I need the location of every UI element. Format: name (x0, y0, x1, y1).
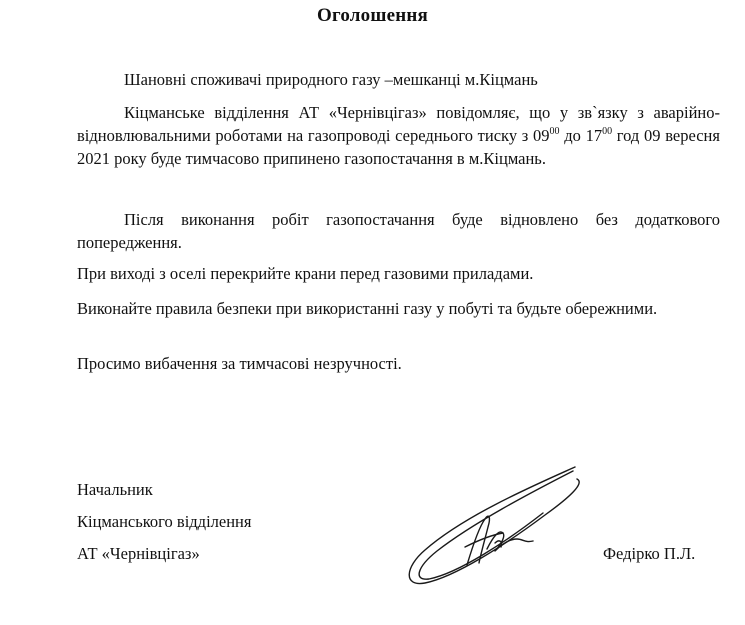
paragraph1-text-a: Кіцманське відділення АТ «Чернівцігаз» повідомляє, що у зв`язку з аварійно-відновлювальними роботами на газопроводі середнього тиску з 09 (77, 103, 720, 145)
greeting-line: Шановні споживачі природного газу –мешканці м.Кіцмань (124, 70, 538, 89)
paragraph-close-valves: При виході з оселі перекрийте крани перед газовими приладами. (77, 264, 534, 283)
signatory-department: Кіцманського відділення (77, 512, 252, 531)
signatory-company: АТ «Чернівцігаз» (77, 544, 200, 563)
time-superscript-end: 00 (602, 126, 613, 137)
paragraph-restoration: Після виконання робіт газопостачання буде відновлено без додаткового попередження. (77, 210, 720, 252)
document-title: Оголошення (317, 5, 428, 26)
paragraph-apology: Просимо вибачення за тимчасові незручності. (77, 354, 402, 373)
paragraph-outage-notice (77, 101, 720, 170)
paragraph-safety-rules: Виконайте правила безпеки при використанні газу у побуті та будьте обережними. (77, 299, 658, 318)
paragraph1-text-c: год 09 вересня 2021 року буде тимчасово припинено газопостачання в м.Кіцмань. (77, 126, 720, 168)
paragraph1-text-b: до 17 (559, 126, 603, 145)
signatory-name: Федірко П.Л. (603, 544, 696, 563)
signatory-position: Начальник (77, 480, 153, 499)
time-superscript-start: 00 (549, 126, 560, 137)
handwritten-signature (395, 455, 610, 595)
